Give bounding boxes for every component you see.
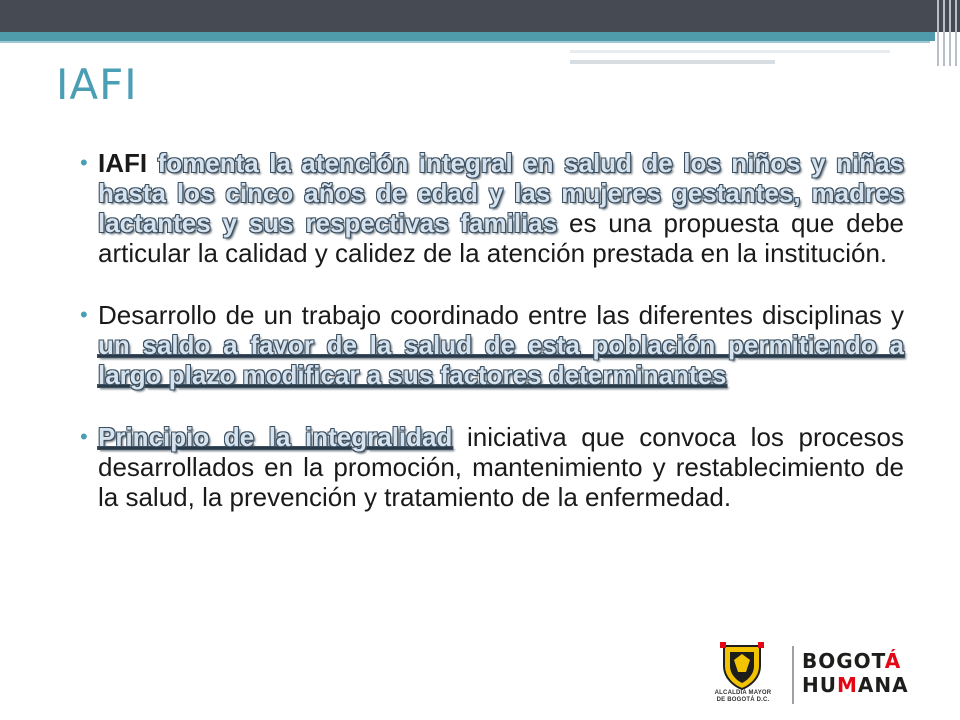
logo-accent: Á [884, 649, 902, 673]
top-accent-bar [0, 32, 935, 41]
logo-accent: M [836, 673, 858, 697]
bullet-highlight: un saldo a favor de la salud de esta población permitiendo a largo plazo modificar a sus factores determinantes [98, 330, 904, 390]
bullet-text: iniciativa que convoca los procesos desarrollados en la promoción, mantenimiento y restablecimiento de la salud, la prevención y tratamiento de la enfermedad. [98, 422, 904, 512]
bullet-list [80, 148, 904, 512]
bullet-highlight: fomenta la atención integral en salud de los niños y niñas hasta los cinco años de edad y las mujeres gestantes, madres lactantes y sus respectivas familias [98, 148, 904, 238]
decorative-line [570, 60, 775, 64]
logo-word: HU [802, 673, 837, 697]
coat-of-arms-icon [720, 642, 764, 690]
decorative-line [570, 50, 890, 53]
bogota-logo-text [802, 650, 901, 672]
logo-word: ANA [857, 673, 909, 697]
bullet-icon: • [80, 424, 88, 449]
bullet-lead: IAFI [98, 148, 148, 178]
logo-word: BOGOT [802, 649, 885, 673]
logo-divider [792, 646, 794, 704]
alcaldia-caption [702, 690, 784, 704]
top-decorative-bar [0, 0, 960, 32]
slide-title: IAFI [56, 60, 138, 109]
top-accent-line [0, 41, 930, 43]
bullet-highlight: Principio de la integralidad [98, 422, 453, 452]
bullet-item [80, 148, 904, 268]
humana-logo-text [802, 674, 909, 696]
corner-stripes [933, 0, 960, 66]
logo-area [700, 640, 915, 710]
bullet-text: Desarrollo de un trabajo coordinado entre las diferentes disciplinas y [98, 300, 904, 330]
bullet-item [80, 300, 904, 390]
bullet-item [80, 422, 904, 512]
bullet-icon: • [80, 150, 88, 175]
caption-line: DE BOGOTÁ D.C. [716, 697, 770, 703]
caption-line: ALCALDÍA MAYOR [714, 690, 772, 696]
bullet-text: es una propuesta que debe articular la calidad y calidez de la atención prestada en la institución. [98, 208, 904, 268]
bullet-icon: • [80, 302, 88, 327]
